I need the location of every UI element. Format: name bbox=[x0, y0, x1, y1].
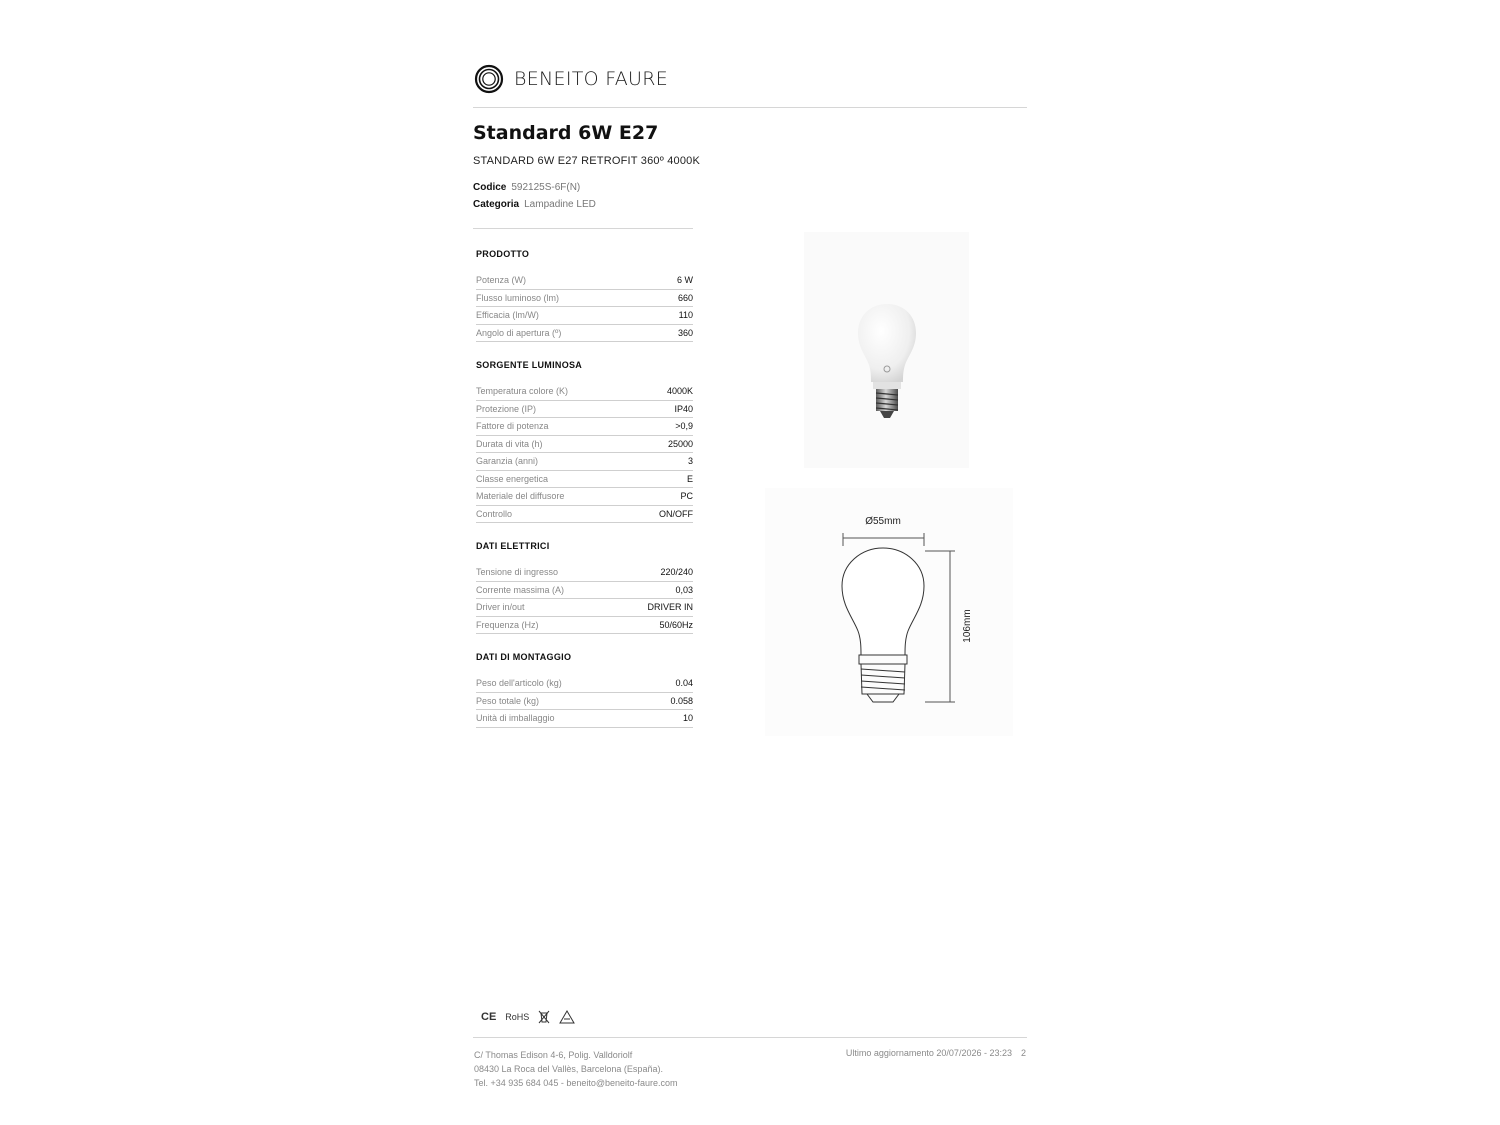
page-number: 2 bbox=[1020, 1048, 1026, 1058]
code-label: Codice bbox=[473, 182, 507, 193]
certification-marks bbox=[481, 1010, 575, 1024]
rohs-mark: RoHS bbox=[505, 1012, 530, 1022]
height-label: 106mm bbox=[962, 609, 973, 643]
footer-contact: Tel. +34 935 684 045 - beneito@beneito-faure.com bbox=[474, 1078, 678, 1088]
light-bulb-icon bbox=[804, 232, 969, 468]
weee-bin-icon bbox=[538, 1010, 550, 1024]
table-row bbox=[476, 564, 693, 582]
row-label: Angolo di apertura (º) bbox=[476, 327, 562, 338]
row-label: Efficacia (lm/W) bbox=[476, 310, 539, 320]
product-title: Standard 6W E27 bbox=[473, 122, 659, 144]
row-label: Temperatura colore (K) bbox=[476, 386, 569, 396]
last-updated bbox=[846, 1048, 1026, 1058]
row-value: 10 bbox=[682, 713, 693, 723]
row-label: Garanzia (anni) bbox=[476, 456, 539, 466]
table-row bbox=[476, 418, 693, 436]
product-photo bbox=[804, 232, 969, 468]
table-row bbox=[476, 272, 693, 290]
brand-logo-icon bbox=[474, 64, 504, 94]
meta-divider bbox=[473, 228, 693, 229]
table-row bbox=[476, 488, 693, 506]
section-title: DATI DI MONTAGGIO bbox=[476, 652, 572, 662]
table-row bbox=[476, 290, 693, 308]
row-label: Peso totale (kg) bbox=[476, 695, 540, 706]
section-title: PRODOTTO bbox=[476, 249, 530, 259]
table-row bbox=[476, 506, 693, 524]
ce-mark: CE bbox=[481, 1011, 497, 1023]
table-row bbox=[476, 401, 693, 419]
table-row bbox=[476, 710, 693, 728]
diameter-label: Ø55mm bbox=[865, 516, 901, 527]
category-label: Categoria bbox=[473, 199, 520, 210]
footer-address-line1: C/ Thomas Edison 4-6, Polig. Valldoriolf bbox=[474, 1050, 633, 1060]
row-label: Controllo bbox=[476, 508, 513, 519]
section-sorgente-luminosa bbox=[476, 359, 693, 523]
row-value: IP40 bbox=[674, 403, 693, 414]
table-row bbox=[476, 675, 693, 693]
bulb-outline-drawing bbox=[765, 488, 1013, 736]
row-label: Corrente massima (A) bbox=[476, 584, 565, 595]
row-value: 6 W bbox=[676, 275, 693, 285]
row-label: Fattore di potenza bbox=[476, 421, 549, 431]
section-dati-di-montaggio bbox=[476, 651, 693, 728]
section-title: DATI ELETTRICI bbox=[476, 541, 550, 551]
row-value: 0.04 bbox=[675, 678, 693, 688]
row-value: 3 bbox=[687, 456, 693, 466]
table-row bbox=[476, 471, 693, 489]
footer-divider bbox=[473, 1037, 1027, 1038]
row-value: 660 bbox=[677, 292, 693, 303]
row-label: Unità di imballaggio bbox=[476, 713, 555, 723]
table-row bbox=[476, 617, 693, 635]
section-title: SORGENTE LUMINOSA bbox=[476, 360, 583, 370]
footer-address-line2: 08430 La Roca del Vallès, Barcelona (España). bbox=[474, 1064, 663, 1074]
row-label: Materiale del diffusore bbox=[476, 491, 565, 501]
row-value: E bbox=[686, 473, 693, 484]
table-row bbox=[476, 582, 693, 600]
table-row bbox=[476, 693, 693, 711]
row-value: 0.058 bbox=[670, 695, 693, 706]
row-value: 110 bbox=[678, 310, 693, 320]
brand-logo bbox=[474, 62, 734, 96]
row-label: Durata di vita (h) bbox=[476, 438, 543, 449]
section-dati-elettrici bbox=[476, 540, 693, 634]
row-value: ON/OFF bbox=[659, 508, 693, 519]
row-value: 0,03 bbox=[675, 584, 693, 595]
last-updated-text: Ultimo aggiornamento 20/07/2026 - 23:23 bbox=[845, 1048, 1012, 1058]
row-value: 4000K bbox=[666, 386, 693, 396]
row-label: Potenza (W) bbox=[476, 275, 527, 285]
row-label: Peso dell'articolo (kg) bbox=[476, 678, 562, 688]
row-value: PC bbox=[680, 491, 693, 501]
product-code bbox=[473, 182, 580, 193]
row-value: 360 bbox=[677, 327, 693, 338]
table-row bbox=[476, 325, 693, 343]
row-label: Protezione (IP) bbox=[476, 403, 537, 414]
category-value: Lampadine LED bbox=[524, 199, 596, 210]
recycling-triangle-icon bbox=[559, 1010, 575, 1024]
row-label: Flusso luminoso (lm) bbox=[476, 292, 560, 303]
table-row bbox=[476, 307, 693, 325]
brand-name: BENEITO FAURE bbox=[514, 68, 669, 90]
code-value: 592125S-6F(N) bbox=[511, 182, 581, 193]
product-category bbox=[473, 199, 596, 210]
row-value: >0,9 bbox=[675, 421, 693, 431]
section-prodotto bbox=[476, 248, 693, 342]
row-label: Frequenza (Hz) bbox=[476, 619, 539, 630]
row-value: DRIVER IN bbox=[647, 602, 693, 612]
row-value: 220/240 bbox=[660, 567, 693, 577]
row-label: Classe energetica bbox=[476, 473, 549, 484]
product-subtitle: STANDARD 6W E27 RETROFIT 360º 4000K bbox=[473, 155, 701, 167]
dimension-drawing bbox=[765, 488, 1013, 736]
header-divider bbox=[473, 107, 1027, 108]
row-value: 25000 bbox=[667, 438, 693, 449]
table-row bbox=[476, 453, 693, 471]
table-row bbox=[476, 383, 693, 401]
table-row bbox=[476, 599, 693, 617]
row-label: Driver in/out bbox=[476, 602, 525, 612]
row-value: 50/60Hz bbox=[659, 619, 693, 630]
row-label: Tensione di ingresso bbox=[476, 567, 559, 577]
table-row bbox=[476, 436, 693, 454]
